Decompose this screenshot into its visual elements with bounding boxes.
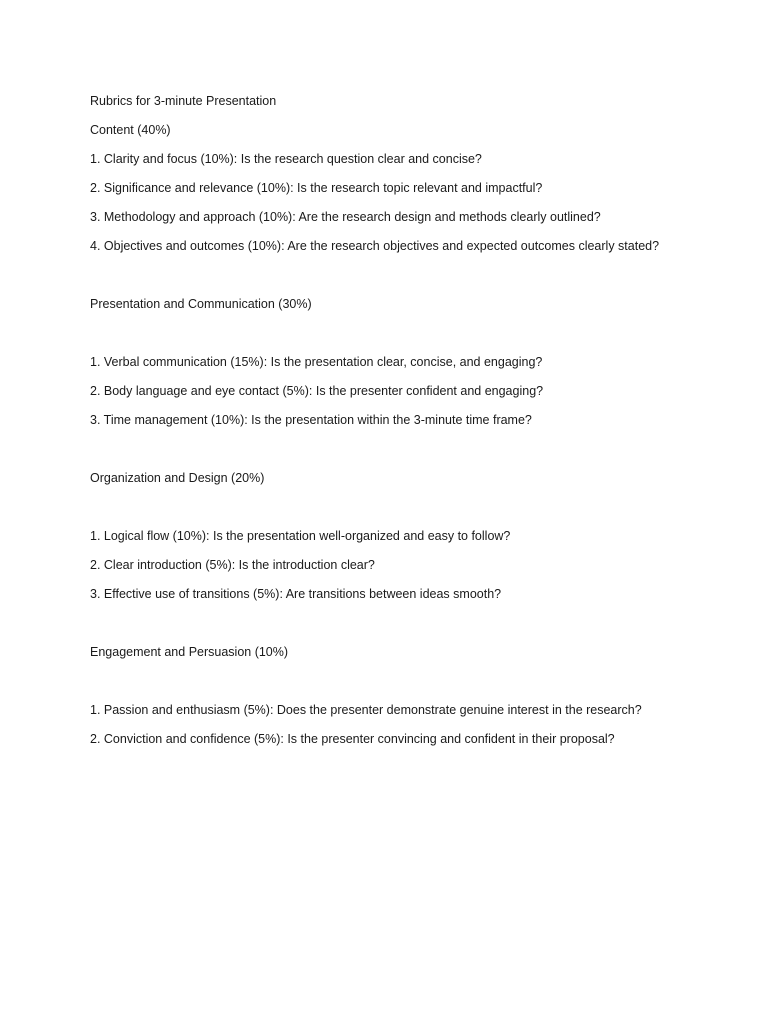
document-body: [90, 93, 730, 748]
section-heading-organization: Organization and Design (20%): [90, 471, 265, 485]
rubric-item: 4. Objectives and outcomes (10%): Are the research objectives and expected outcomes clearly stated?: [90, 239, 660, 253]
section-heading-presentation: Presentation and Communication (30%): [90, 297, 312, 311]
rubric-item: 2. Significance and relevance (10%): Is the research topic relevant and impactful?: [90, 181, 543, 195]
document-title: Rubrics for 3-minute Presentation: [90, 94, 277, 108]
rubric-item: 1. Verbal communication (15%): Is the presentation clear, concise, and engaging?: [90, 355, 543, 369]
rubric-item: 1. Passion and enthusiasm (5%): Does the presenter demonstrate genuine interest in the research?: [90, 703, 642, 717]
section-heading-content: Content (40%): [90, 123, 171, 137]
rubric-item: 2. Conviction and confidence (5%): Is the presenter convincing and confident in their proposal?: [90, 732, 615, 746]
rubric-item: 3. Effective use of transitions (5%): Are transitions between ideas smooth?: [90, 587, 502, 601]
rubric-item: 3. Time management (10%): Is the presentation within the 3-minute time frame?: [90, 413, 532, 427]
rubric-item: 2. Body language and eye contact (5%): Is the presenter confident and engaging?: [90, 384, 544, 398]
section-heading-engagement: Engagement and Persuasion (10%): [90, 645, 289, 659]
rubric-item: 2. Clear introduction (5%): Is the introduction clear?: [90, 558, 375, 572]
rubric-item: 1. Logical flow (10%): Is the presentation well-organized and easy to follow?: [90, 529, 511, 543]
rubric-item: 1. Clarity and focus (10%): Is the research question clear and concise?: [90, 152, 482, 166]
rubric-item: 3. Methodology and approach (10%): Are the research design and methods clearly outlined?: [90, 210, 601, 224]
